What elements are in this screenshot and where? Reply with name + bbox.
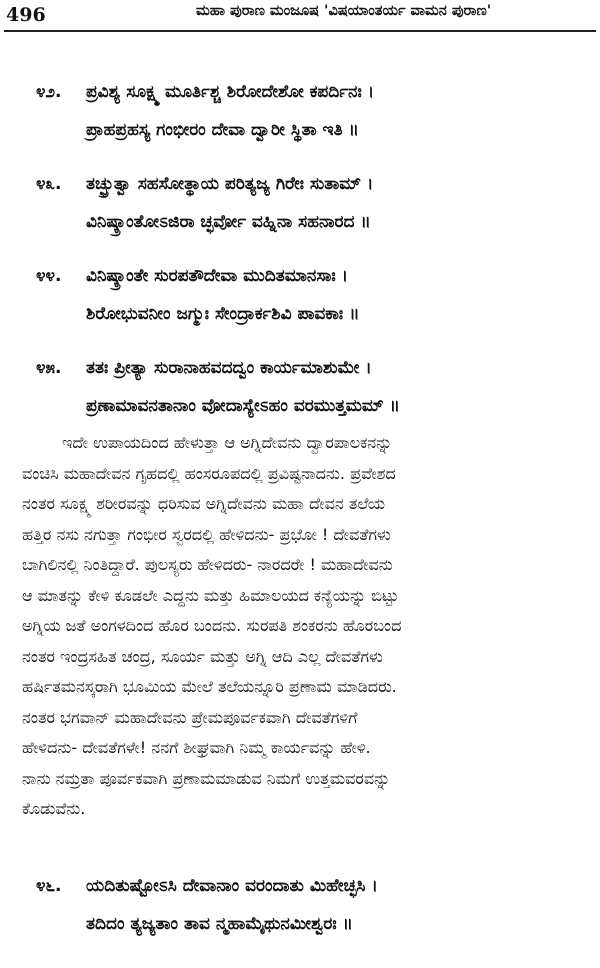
verse-line: ತಚ್ಛ್ರುತ್ವಾ ಸಹಸೋತ್ಥಾಯ ಪರಿತ್ಯಜ್ಯ ಗಿರೇಃ ಸುತಾಮ್ । xyxy=(86,174,374,194)
paragraph-line: ಹೇಳಿದನು- ದೇವತೆಗಳೇ! ನನಗೆ ಶೀಘ್ರವಾಗಿ ನಿಮ್ಮ ಕಾರ್ಯವನ್ನು ಹೇಳಿ. xyxy=(22,738,371,757)
paragraph-line: ವಂಚಿಸಿ ಮಹಾದೇವನ ಗೃಹದಲ್ಲಿ ಹಂಸರೂಪದಲ್ಲಿ ಪ್ರವಿಷ್ಟನಾದನು. ಪ್ರವೇಶದ xyxy=(22,463,396,483)
paragraph-line: ಕೊಡುವೆನು. xyxy=(22,799,86,818)
page-number: 496 xyxy=(6,4,46,26)
verse-line: ಯದಿತುಷ್ಟೋಽಸಿ ದೇವಾನಾಂ ವರಂದಾತು ಮಿಹೇಚ್ಛಸಿ । xyxy=(86,876,378,896)
verse-line: ವಿನಿಷ್ಕ್ರಾಂತೇ ಸುರಪತೌದೇವಾ ಮುದಿತಮಾನಸಾಃ । xyxy=(86,266,349,286)
verse-block-top xyxy=(0,82,600,450)
verse-42 xyxy=(0,82,600,174)
verse-46 xyxy=(0,876,600,968)
verse-line: ತದಿದಂ ತ್ಯಜ್ಯತಾಂ ತಾವ ನ್ಮಹಾಮೈಥುನಮೀಶ್ವರಃ ॥ xyxy=(86,914,353,934)
paragraph-line: ಬಾಗಿಲಿನಲ್ಲಿ ನಿಂತಿದ್ದಾರೆ. ಪುಲಸ್ಯರು ಹೇಳಿದರು- ನಾರದರೇ ! ಮಹಾದೇವನು xyxy=(22,555,393,574)
paragraph-line: ಹರ್ಷಿತಮನಸ್ಕರಾಗಿ ಭೂಮಿಯ ಮೇಲೆ ತಲೆಯನ್ನೂರಿ ಪ್ರಣಾಮ ಮಾಡಿದರು. xyxy=(22,677,397,696)
verse-number: ೪೩. xyxy=(36,174,62,194)
paragraph-line: ಹತ್ತಿರ ನಸು ನಗುತ್ತಾ ಗಂಭೀರ ಸ್ವರದಲ್ಲಿ ಹೇಳಿದನು- ಪ್ರಭೋ ! ದೇವತೆಗಳು xyxy=(22,524,391,544)
running-title: ಮಹಾ ಪುರಾಣ ಮಂಜೂಷ 'ವಿಷಯಾಂತರ್ಯ ವಾಮನ ಪುರಾಣ' xyxy=(196,3,492,19)
paragraph-line: ನಾನು ನಮ್ರತಾ ಪೂರ್ವಕವಾಗಿ ಪ್ರಣಾಮಮಾಡುವ ನಿಮಗೆ ಉತ್ತಮವರವನ್ನು xyxy=(22,768,391,788)
verse-line: ವಿನಿಷ್ಕ್ರಾಂತೋಽಜಿರಾ ಚ್ಛರ್ವೋ ವಹ್ನಿನಾ ಸಹನಾರದ ॥ xyxy=(86,212,371,232)
verse-43 xyxy=(0,174,600,266)
verse-44 xyxy=(0,266,600,358)
verse-line: ಪ್ರವಿಶ್ಯ ಸೂಕ್ಷ್ಮ ಮೂರ್ತಿಶ್ಚ ಶಿರೋದೇಶೋ ಕಪರ್ದಿನಃ । xyxy=(86,82,375,102)
header-rule xyxy=(4,30,596,32)
verse-line: ಪ್ರಣಾಮಾವನತಾನಾಂ ವೋದಾಸ್ಯೇಽಹಂ ವರಮುತ್ತಮಮ್ ॥ xyxy=(86,396,400,416)
verse-line: ತತಃ ಪ್ರೀತ್ಯಾ ಸುರಾನಾಹವದದ್ವಂ ಕಾರ್ಯಮಾಶುಮೇ । xyxy=(86,358,372,378)
paragraph-line: ನಂತರ ಸೂಕ್ಷ್ಮ ಶರೀರವನ್ನು ಧರಿಸುವ ಅಗ್ನಿದೇವನು ಮಹಾ ದೇವನ ತಲೆಯ xyxy=(22,494,385,513)
verse-line: ಪ್ರಾಹಪ್ರಹಸ್ಯ ಗಂಭೀರಂ ದೇವಾ ದ್ವಾರೀ ಸ್ಥಿತಾ ಇತಿ ॥ xyxy=(86,120,359,140)
translation-paragraph xyxy=(22,428,588,825)
verse-number: ೪೫. xyxy=(36,358,62,378)
paragraph-line: ಅಗ್ನಿಯ ಜತೆ ಅಂಗಳದಿಂದ ಹೊರ ಬಂದನು. ಸುರಪತಿ ಶಂಕರನು ಹೊರಬಂದ xyxy=(22,616,402,635)
paragraph-line: ಆ ಮಾತನ್ನು ಕೇಳಿ ಕೂಡಲೇ ಎದ್ದನು ಮತ್ತು ಹಿಮಾಲಯದ ಕನ್ಯೆಯನ್ನು ಬಿಟ್ಟು xyxy=(22,585,399,605)
paragraph-line: ಇದೇ ಉಪಾಯದಿಂದ ಹೇಳುತ್ತಾ ಆ ಅಗ್ನಿದೇವನು ದ್ವಾರಪಾಲಕನನ್ನು xyxy=(62,433,393,452)
paragraph-line: ನಂತರ ಇಂದ್ರಸಹಿತ ಚಂದ್ರ, ಸೂರ್ಯ ಮತ್ತು ಅಗ್ನಿ ಆದಿ ಎಲ್ಲ ದೇವತೆಗಳು xyxy=(22,646,383,666)
paragraph-line: ನಂತರ ಭಗವಾನ್ ಮಹಾದೇವನು ಪ್ರೇಮಪೂರ್ವಕವಾಗಿ ದೇವತೆಗಳಿಗೆ xyxy=(22,707,358,727)
verse-block-bottom xyxy=(0,876,600,968)
verse-line: ಶಿರೋಭುವನೀಂ ಜಗ್ಮುಃ ಸೇಂದ್ರಾರ್ಕಶಿವಿ ಪಾವಕಾಃ ॥ xyxy=(86,304,360,324)
page-header xyxy=(0,0,600,36)
verse-number: ೪೪. xyxy=(36,266,62,286)
verse-number: ೪೬. xyxy=(36,876,62,896)
verse-number: ೪೨. xyxy=(36,82,62,102)
